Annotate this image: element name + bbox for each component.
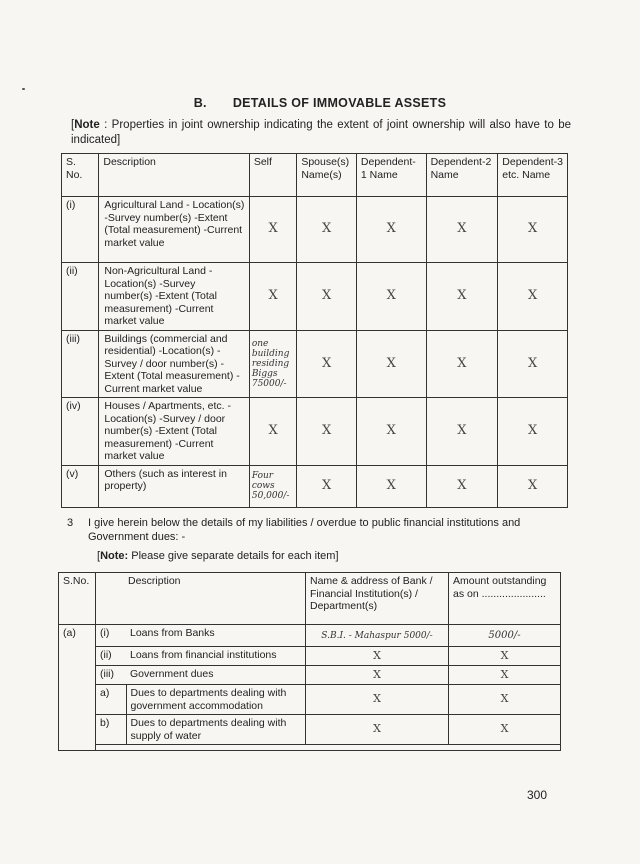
row-description: Houses / Apartments, etc. - Location(s) -Survey / door number(s) -Extent (Total measurement) -Current market value bbox=[99, 398, 249, 466]
row-description: Government dues bbox=[126, 666, 306, 685]
table-row bbox=[59, 647, 561, 666]
spouse-value: X bbox=[297, 465, 357, 507]
col-bank: Name & address of Bank / Financial Institution(s) / Department(s) bbox=[306, 573, 449, 625]
row-description: Buildings (commercial and residential) -Location(s) -Survey / door number(s) -Extent (Total measurement) -Current market value bbox=[99, 330, 249, 398]
liabilities-table bbox=[58, 572, 561, 751]
dependent-3-value: X bbox=[498, 465, 568, 507]
amount-value: X bbox=[449, 715, 561, 745]
amount-handwritten-value: 5000/- bbox=[449, 625, 561, 647]
dependent-1-value: X bbox=[356, 197, 426, 263]
table-row bbox=[62, 465, 568, 507]
dependent-3-value: X bbox=[498, 330, 568, 398]
spouse-value: X bbox=[297, 197, 357, 263]
dependent-1-value: X bbox=[356, 263, 426, 331]
liabilities-intro-text: I give herein below the details of my liabilities / overdue to public financial institutions and Government dues: - bbox=[88, 517, 521, 543]
table-header-row bbox=[59, 573, 561, 625]
dependent-3-value: X bbox=[498, 263, 568, 331]
table-row bbox=[62, 330, 568, 398]
note-label: Note bbox=[74, 119, 100, 131]
table-row bbox=[62, 197, 568, 263]
amount-value: X bbox=[449, 685, 561, 715]
self-handwritten-value: one building residing Biggs 75000/- bbox=[249, 330, 296, 398]
bank-value: X bbox=[306, 647, 449, 666]
bank-value: X bbox=[306, 715, 449, 745]
dependent-2-value: X bbox=[426, 330, 498, 398]
dependent-2-value: X bbox=[426, 465, 498, 507]
note-text: Please give separate details for each item] bbox=[128, 550, 339, 562]
separate-details-note: [Note: Please give separate details for each item] bbox=[97, 550, 339, 562]
spouse-value: X bbox=[297, 398, 357, 466]
blank-cell bbox=[96, 745, 561, 751]
section-title: DETAILS OF IMMOVABLE ASSETS bbox=[232, 96, 447, 110]
col-dependent-3: Dependent-3 etc. Name bbox=[498, 154, 568, 197]
row-description: Loans from Banks bbox=[126, 625, 306, 647]
table-row-blank bbox=[59, 745, 561, 751]
note-text: : Properties in joint ownership indicating the extent of joint ownership will also have to be indicated] bbox=[71, 119, 571, 146]
col-sno: S.No. bbox=[59, 573, 96, 625]
bank-value: X bbox=[306, 685, 449, 715]
amount-value: X bbox=[449, 666, 561, 685]
row-sno: (v) bbox=[62, 465, 99, 507]
col-description: Description bbox=[99, 154, 249, 197]
row-description: Non-Agricultural Land - Location(s) -Survey number(s) -Extent (Total measurement) -Current market value bbox=[99, 263, 249, 331]
row-sub: (iii) bbox=[96, 666, 127, 685]
table-header-row bbox=[62, 154, 568, 197]
table-row bbox=[59, 715, 561, 745]
table-row bbox=[62, 263, 568, 331]
immovable-assets-table bbox=[61, 153, 568, 508]
row-sno: (ii) bbox=[62, 263, 99, 331]
table-row bbox=[59, 685, 561, 715]
bank-value: X bbox=[306, 666, 449, 685]
dependent-2-value: X bbox=[426, 197, 498, 263]
section-heading bbox=[0, 96, 640, 110]
row-sno: (iv) bbox=[62, 398, 99, 466]
dependent-3-value: X bbox=[498, 197, 568, 263]
section-number: 3 bbox=[67, 517, 74, 529]
scan-speck bbox=[22, 88, 25, 90]
row-description: Dues to departments dealing with supply of water bbox=[126, 715, 306, 745]
bank-handwritten-value: S.B.I. - Mahaspur 5000/- bbox=[306, 625, 449, 647]
page-number: 300 bbox=[527, 788, 548, 802]
table-row bbox=[59, 625, 561, 647]
joint-ownership-note: [Note : Properties in joint ownership indicating the extent of joint ownership will also have to be indicated] bbox=[71, 119, 571, 146]
col-dependent-2: Dependent-2 Name bbox=[426, 154, 498, 197]
dependent-2-value: X bbox=[426, 398, 498, 466]
row-sno: (iii) bbox=[62, 330, 99, 398]
dependent-1-value: X bbox=[356, 330, 426, 398]
row-description: Others (such as interest in property) bbox=[99, 465, 249, 507]
row-sub: (i) bbox=[96, 625, 127, 647]
dependent-2-value: X bbox=[426, 263, 498, 331]
liabilities-intro bbox=[67, 516, 548, 544]
spouse-value: X bbox=[297, 330, 357, 398]
row-sub: (ii) bbox=[96, 647, 127, 666]
self-value: X bbox=[249, 263, 296, 331]
self-handwritten-value: Four cows 50,000/- bbox=[249, 465, 296, 507]
dependent-1-value: X bbox=[356, 465, 426, 507]
col-dependent-1: Dependent-1 Name bbox=[356, 154, 426, 197]
col-amount: Amount outstanding as on ...................... bbox=[449, 573, 561, 625]
row-sub: b) bbox=[96, 715, 127, 745]
self-value: X bbox=[249, 398, 296, 466]
row-description: Dues to departments dealing with government accommodation bbox=[126, 685, 306, 715]
col-spouse: Spouse(s) Name(s) bbox=[297, 154, 357, 197]
group-label: (a) bbox=[59, 625, 96, 751]
col-self: Self bbox=[249, 154, 296, 197]
col-sno: S. No. bbox=[62, 154, 99, 197]
table-row bbox=[62, 398, 568, 466]
col-description: Description bbox=[96, 573, 306, 625]
table-row bbox=[59, 666, 561, 685]
row-description: Agricultural Land - Location(s) -Survey number(s) -Extent (Total measurement) -Current market value bbox=[99, 197, 249, 263]
row-sno: (i) bbox=[62, 197, 99, 263]
self-value: X bbox=[249, 197, 296, 263]
dependent-3-value: X bbox=[498, 398, 568, 466]
row-description: Loans from financial institutions bbox=[126, 647, 306, 666]
section-letter: B. bbox=[193, 96, 207, 110]
row-sub: a) bbox=[96, 685, 127, 715]
note-label: Note: bbox=[100, 550, 129, 562]
spouse-value: X bbox=[297, 263, 357, 331]
dependent-1-value: X bbox=[356, 398, 426, 466]
amount-value: X bbox=[449, 647, 561, 666]
